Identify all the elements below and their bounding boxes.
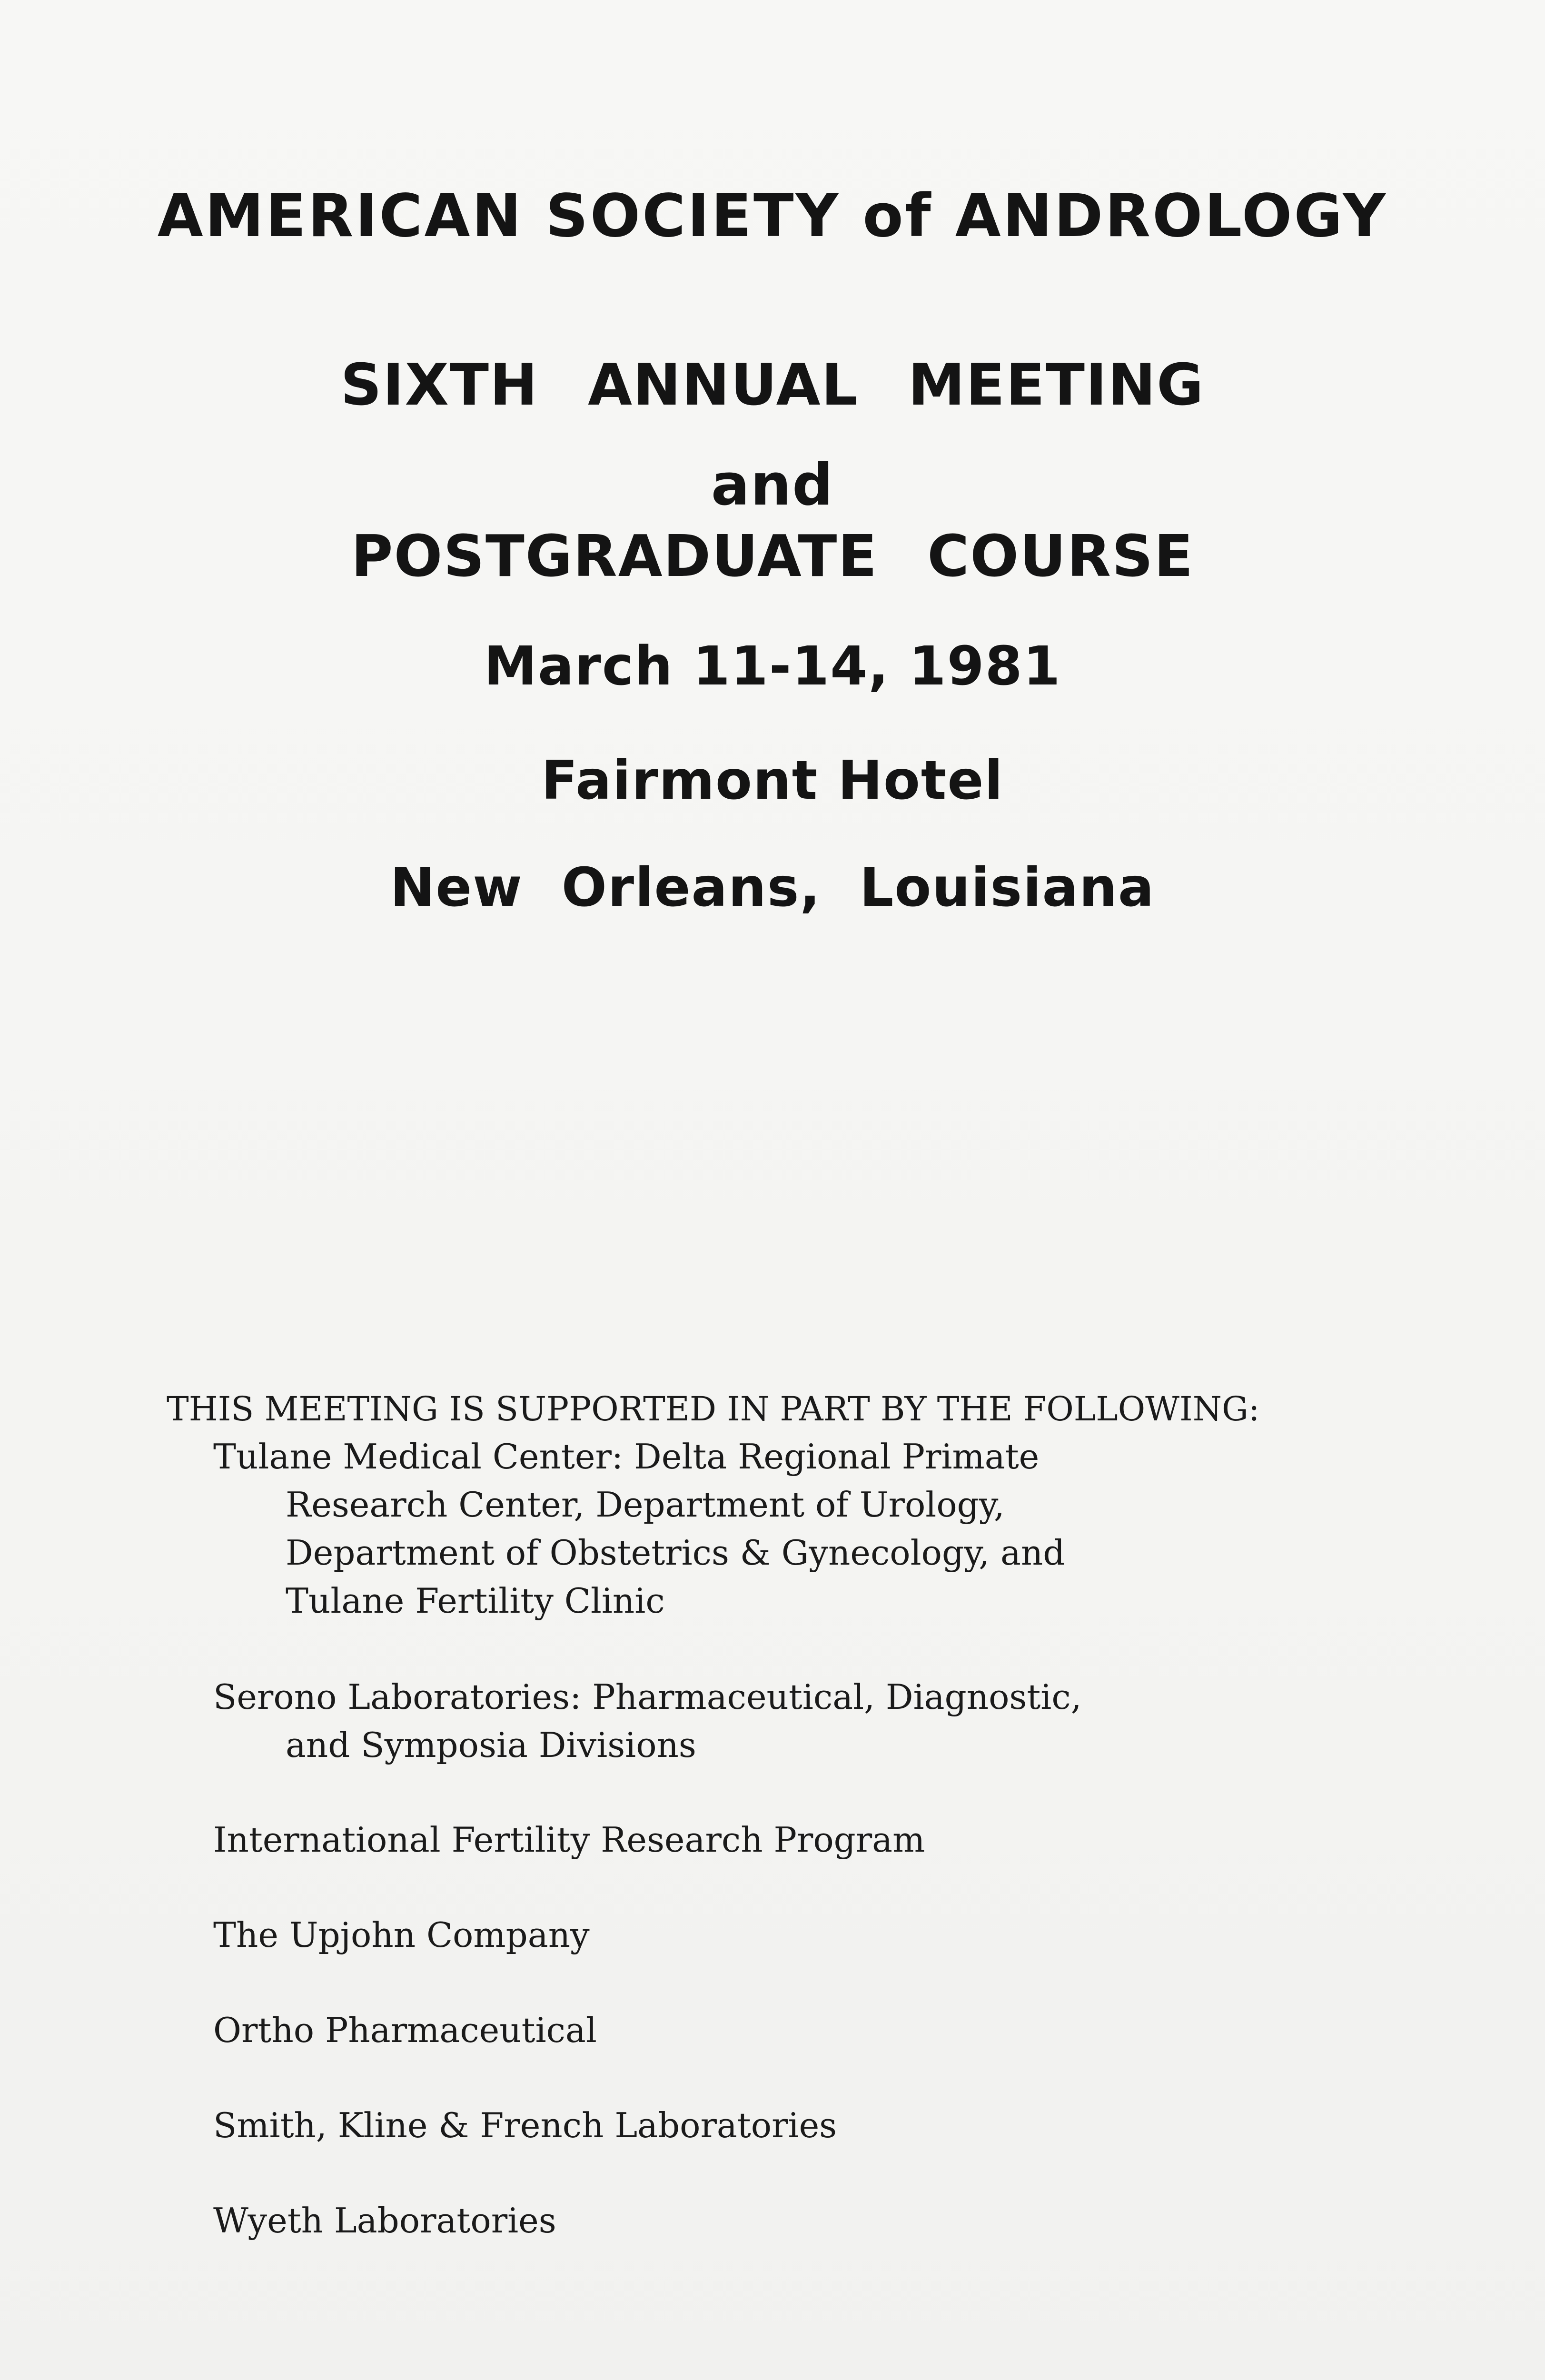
venue-location: New Orleans, Louisiana [390,857,1155,919]
support-heading: THIS MEETING IS SUPPORTED IN PART BY THE FOLLOWING: [167,1389,1260,1428]
course-title: POSTGRADUATE COURSE [351,524,1194,590]
sponsor-entry [213,2006,597,2054]
sponsor-line: Wyeth Laboratories [213,2201,556,2241]
sponsor-line: Smith, Kline & French Laboratories [213,2105,837,2145]
sponsor-entry [213,1816,925,1864]
sponsor-line: Tulane Fertility Clinic [286,1581,665,1621]
sponsor-entry [213,2102,837,2150]
venue-name: Fairmont Hotel [541,750,1004,812]
sponsor-line: Tulane Medical Center: Delta Regional Primate [213,1437,1040,1477]
sponsor-entry [213,1673,1082,1769]
meeting-dates: March 11-14, 1981 [484,635,1061,697]
conjunction-text: and [711,452,834,518]
organization-title: AMERICAN SOCIETY of ANDROLOGY [157,182,1388,250]
sponsor-line: and Symposia Divisions [286,1725,696,1765]
sponsor-line: Ortho Pharmaceutical [213,2010,597,2050]
sponsor-line: International Fertility Research Program [213,1820,925,1860]
sponsor-line: Department of Obstetrics & Gynecology, and [286,1533,1065,1573]
sponsor-entry [213,1911,590,1959]
sponsor-entry [213,1433,1065,1625]
sponsor-line: Research Center, Department of Urology, [286,1485,1005,1525]
sponsor-line: Serono Laboratories: Pharmaceutical, Diagnostic, [213,1677,1082,1717]
sponsor-entry [213,2197,556,2245]
sponsor-line: The Upjohn Company [213,1915,590,1955]
meeting-title: SIXTH ANNUAL MEETING [340,352,1205,418]
